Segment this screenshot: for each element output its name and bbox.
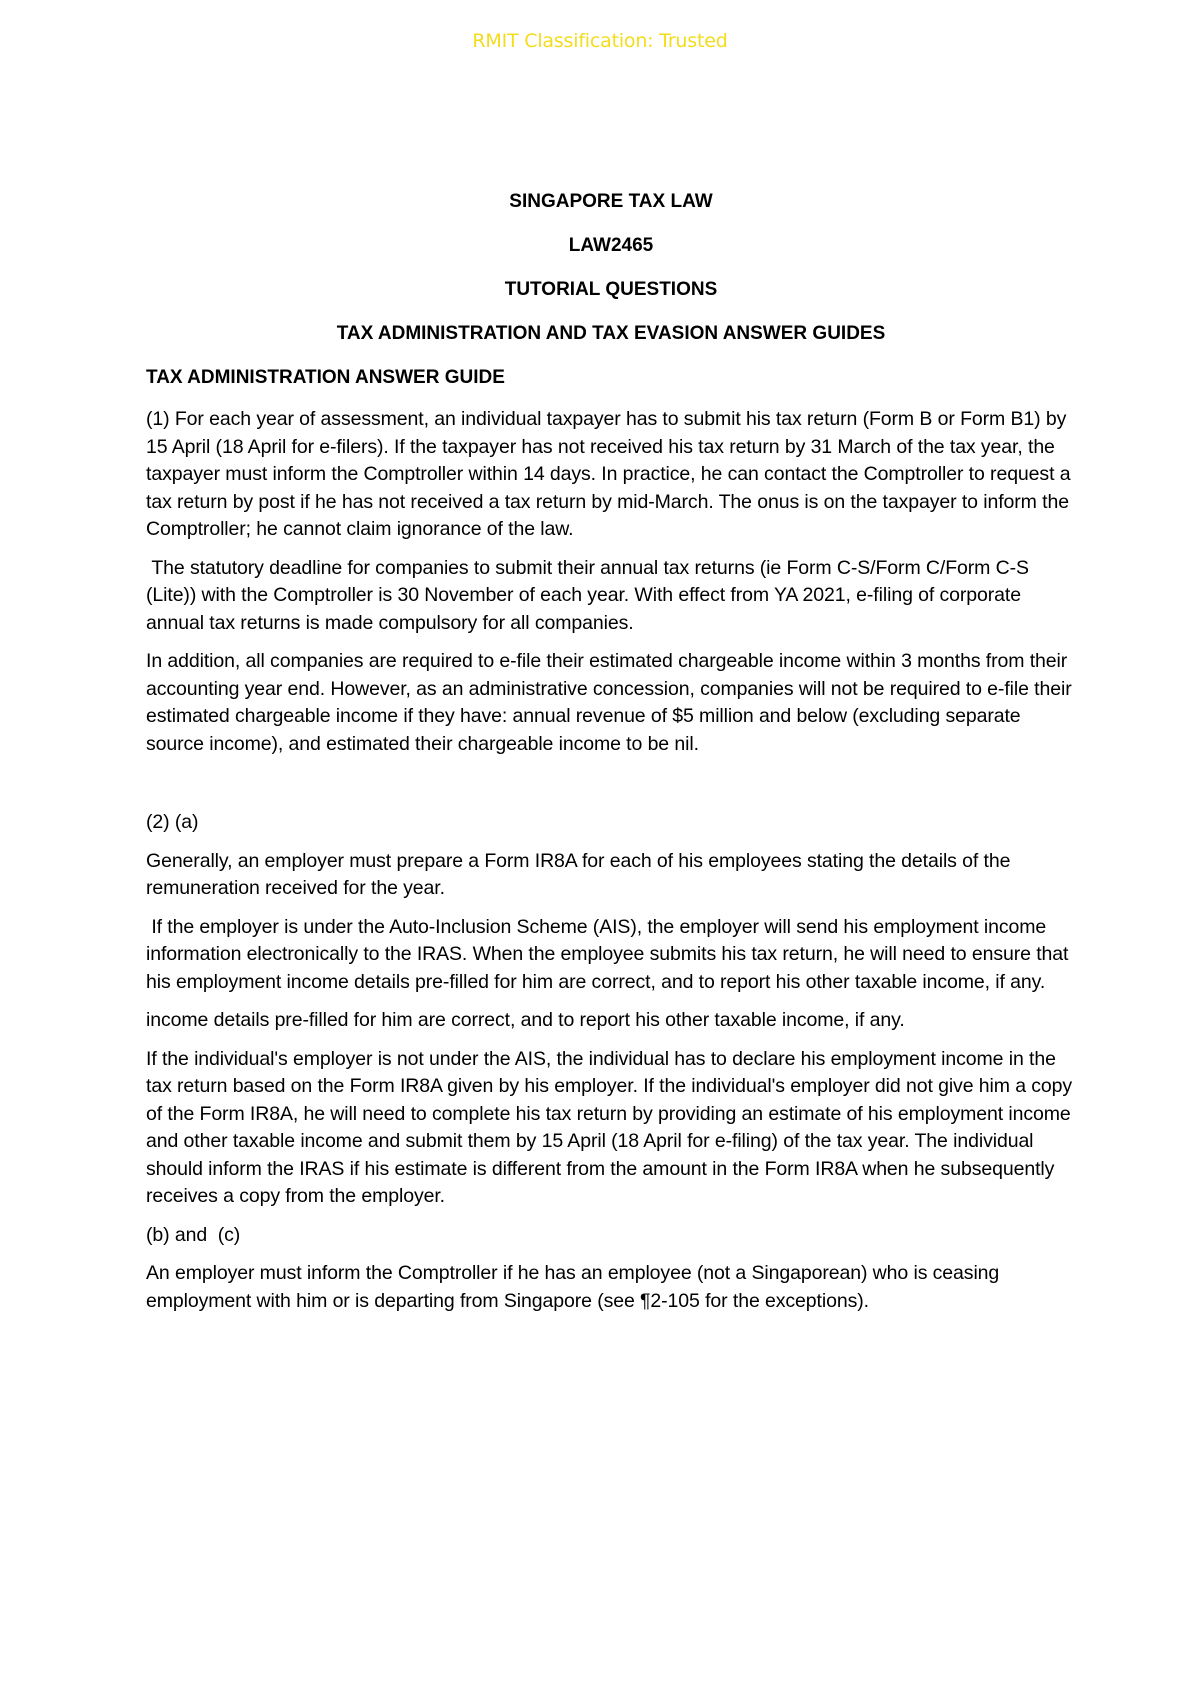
paragraph-q2bc-label: (b) and (c) [146,1223,241,1246]
classification-label: RMIT Classification: Trusted [472,30,728,52]
paragraph-q2a-ir8a: Generally, an employer must prepare a Form IR8A for each of his employees stating the details of the remuneration received for the year. [146,849,1011,899]
paragraph-q1-estimated-income: In addition, all companies are required to e-file their estimated chargeable income within 3 months from their accounting year end. However, as an administrative concession, companies will not be required to e-file their estimated chargeable income if they have: annual revenue of $5 million and below (excluding separate source income), and estimated their chargeable income to be nil. [146,650,1072,755]
paragraph-q2a-repeat: income details pre-filled for him are correct, and to report his other taxable income, if any. [146,1009,905,1031]
document-body [146,190,1076,1326]
paragraph-q1-individual: (1) For each year of assessment, an individual taxpayer has to submit his tax return (Form B or Form B1) by 15 April (18 April for e-filers). If the taxpayer has not received his tax return by 31 March of the tax year, the taxpayer must inform the Comptroller within 14 days. In practice, he can contact the Comptroller to request a tax return by post if he has not received a tax return by mid-March. The onus is on the taxpayer to inform the Comptroller; he cannot claim ignorance of the law. [146,408,1071,540]
document-heading-title: SINGAPORE TAX LAW [509,191,713,212]
document-heading-subtitle: TUTORIAL QUESTIONS [504,279,718,300]
paragraph-q2a-non-ais: If the individual's employer is not under the AIS, the individual has to declare his employment income in the tax return based on the Form IR8A given by his employer. If the individual's employer did not give him a copy of the Form IR8A, he will need to complete his tax return by providing an estimate of his employment income and other taxable income and submit them by 15 April (18 April for e-filing) of the tax year. The individual should inform the IRAS if his estimate is different from the amount in the Form IR8A when he subsequently receives a copy from the employer. [146,1047,1073,1207]
paragraph-q1-companies: The statutory deadline for companies to submit their annual tax returns (ie Form C-S/Form C/Form C-S (Lite)) with the Comptroller is 30 November of each year. With effect from YA 2021, e-filing of corporate annual tax returns is made compulsory for all companies. [146,556,1035,634]
document-heading-main: TAX ADMINISTRATION AND TAX EVASION ANSWER GUIDES [336,323,886,344]
paragraph-q2a-label: (2) (a) [146,811,199,833]
document-heading-course-code: LAW2465 [568,235,654,256]
section-heading: TAX ADMINISTRATION ANSWER GUIDE [146,367,505,388]
paragraph-spacer [146,769,1076,809]
paragraph-q2bc-employer: An employer must inform the Comptroller if he has an employee (not a Singaporean) who is ceasing employment with him or is departing from Singapore (see ¶2-105 for the exceptions). [146,1262,1000,1312]
paragraph-q2a-ais: If the employer is under the Auto-Inclusion Scheme (AIS), the employer will send his employment income information electronically to the IRAS. When the employee submits his tax return, he will need to ensure that his employment income details pre-filled for him are correct, and to report his other taxable income, if any. [146,915,1074,993]
